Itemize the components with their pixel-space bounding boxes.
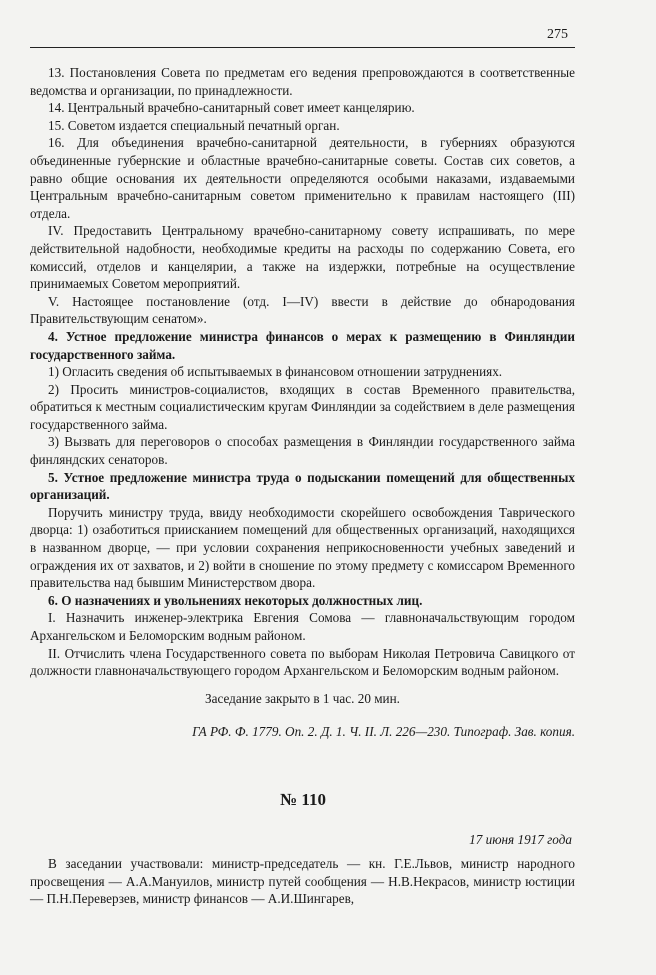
paragraph: 13. Постановления Совета по предметам его ведения препровождаются в соответственные ведомства и организации, по принадлежности. <box>30 65 575 98</box>
paragraph: В заседании участвовали: министр-председатель — кн. Г.Е.Львов, министр народного просвещения — А.А.Мануилов, министр путей сообщения — Н.В.Некрасов, министр юстиции — П.Н.Переверзев, министр финансов — А.И.Шингарев, <box>30 856 575 907</box>
paragraph: 3) Вызвать для переговоров о способах размещения в Финляндии государственного займа финляндских сенаторов. <box>30 434 575 468</box>
paragraph: V. Настоящее постановление (отд. I—IV) ввести в действие до обнародования Правительствующим сенатом». <box>30 293 575 327</box>
paragraph: I. Назначить инженер-электрика Евгения Сомова — главноначальствующим городом Архангельском и Беломорским водным районом. <box>30 610 575 643</box>
section-heading: 5. Устное предложение министра труда о подыскании помещений для общественных организаций. <box>30 469 575 503</box>
next-document-text <box>30 855 575 908</box>
paragraph: 1) Огласить сведения об испытываемых в финансовом отношении затруднениях. <box>48 364 503 380</box>
paragraph: 14. Центральный врачебно-санитарный совет имеет канцелярию. <box>48 100 415 116</box>
paragraph: 16. Для объединения врачебно-санитарной деятельности, в губерниях образуются объединенные губернские и областные врачебно-санитарные советы. Состав сих советов, а равно общие основания их деятельности определяются особыми наказами, издаваемыми Центральным врачебно-санитарным советом применительно к правилам настоящего (III) отдела. <box>30 135 575 221</box>
paragraph: Поручить министру труда, ввиду необходимости скорейшего освобождения Таврического дворца: 1) озаботиться приисканием помещений для общественных организаций, находящихся в названном дворце, — при условии сохранения неприкосновенности учебных заведений и ограждения их от захватов, и 2) войти в сношение по этому предмету с комиссаром Временного правительства над бывшим Министерством двора. <box>30 504 575 591</box>
section-heading: 4. Устное предложение министра финансов о мерах к размещению в Финляндии государственного займа. <box>30 328 575 362</box>
page-number: 275 <box>547 27 568 42</box>
paragraph: 2) Просить министров-социалистов, входящих в состав Временного правительства, обратиться к местным социалистическим кругам Финляндии за содействием в деле размещения государственного займа. <box>30 381 575 432</box>
document-number: № 110 <box>280 790 326 809</box>
paragraph: IV. Предоставить Центральному врачебно-санитарному совету испрашивать, по мере действительной надобности, необходимые кредиты на расходы по содержанию Совета, его комиссий, отделов и канцелярии, а также на издержки, потребные на осуществление принимаемых Советом мероприятий. <box>30 223 575 292</box>
closing-line: Заседание закрыто в 1 час. 20 мин. <box>205 690 400 706</box>
section-heading: 6. О назначениях и увольнениях некоторых должностных лиц. <box>48 592 423 608</box>
document-date: 17 июня 1917 года <box>469 832 572 847</box>
header-rule <box>30 47 575 48</box>
paragraph: 15. Советом издается специальный печатный орган. <box>48 117 340 133</box>
archive-citation: ГА РФ. Ф. 1779. Оп. 2. Д. 1. Ч. II. Л. 226—230. Типограф. Зав. копия. <box>192 724 575 740</box>
paragraph: II. Отчислить члена Государственного совета по выборам Николая Петровича Савицкого от должности главноначальствующего городом Архангельском и Беломорским водным районом. <box>30 645 575 679</box>
body-text <box>30 64 575 741</box>
